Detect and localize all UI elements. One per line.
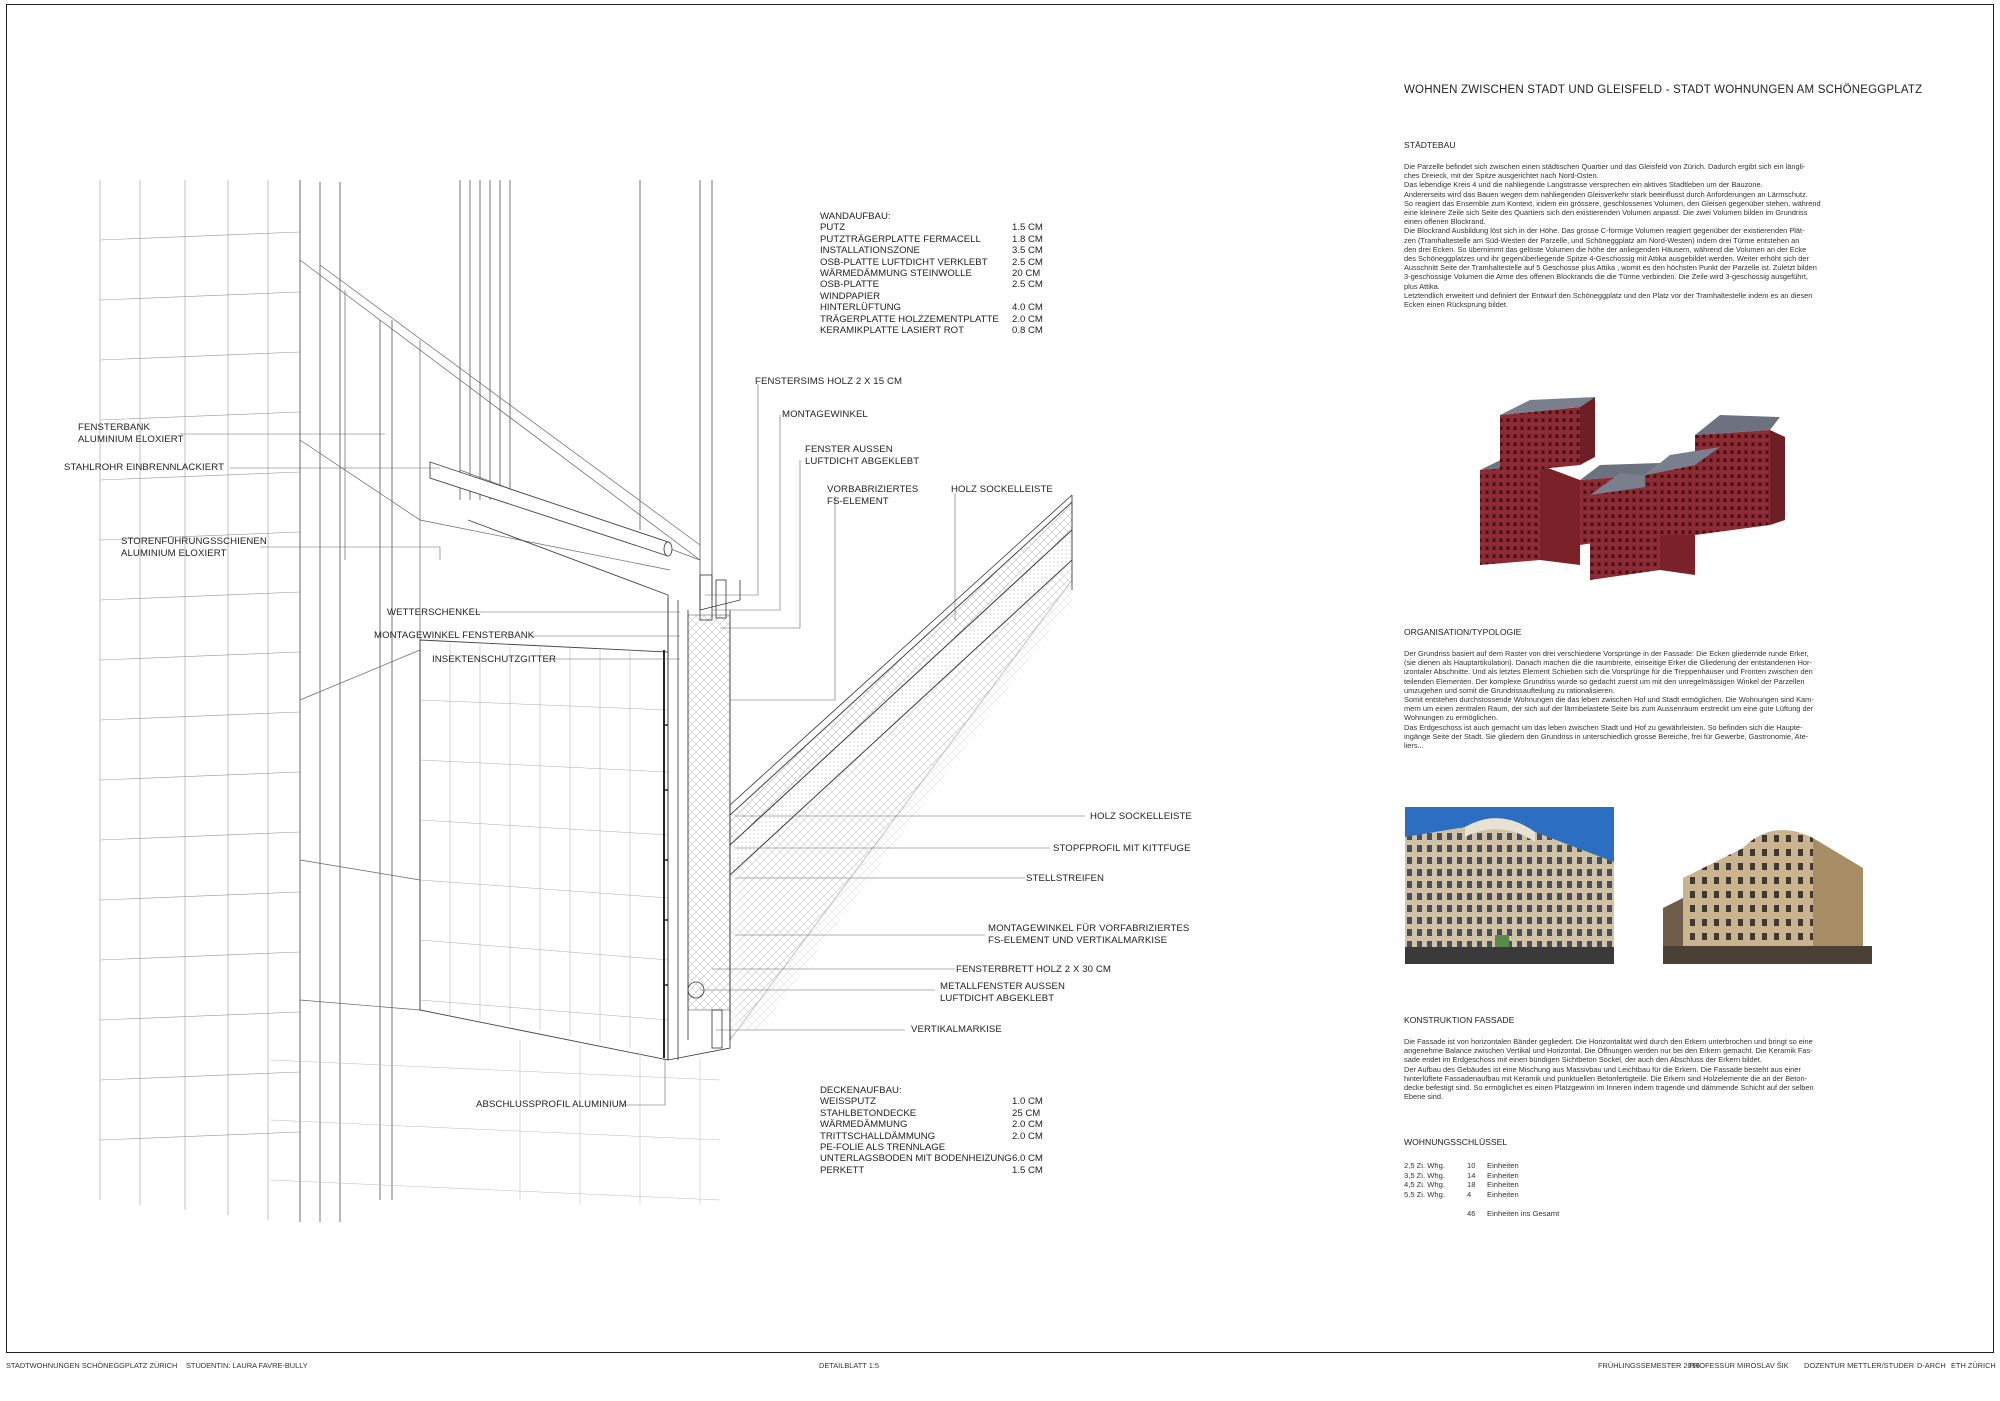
label-insektenschutzgitter: INSEKTENSCHUTZGITTER <box>432 654 557 665</box>
spec-row: STAHLBETONDECKE 25 CM <box>820 1107 1041 1119</box>
konstruktion-text: Die Fassade ist von horizontalen Bänder gegliedert. Die Horizontalität wird durch den Erkern unterbrochen und bringt so eine angenehme Balance zwischen Vertikal und Horizontal. Die Öffnungen werden nur bei den Erkern gemacht. Die Keramik Fas- sade endet im Erdgeschoss mit einen bündigen Sichtbeton Sockel, der auch den Abschluss der Erkern bildet. Der Aufbau des Gebäudes ist eine Mischung aus Massivbau und Leichtbau für die Erkern. Die Fassade besteht aus einer hinterlüftete Fassadenaufbau mit Keramik und punktuellen Betonfertigteile. Die Erkern sind Holzelemente die an der Beton- decke befestigt sind. So ermöglichet es einen Platzgewinn im Inneren indem tragende und dämmende Schicht auf der selben Ebene sind. <box>1404 1037 1814 1102</box>
footer-project: STADTWOHNUNGEN SCHÖNEGGPLATZ ZÜRICH <box>6 1361 178 1370</box>
spec-row: WÄRMEDÄMMUNG STEINWOLLE 20 CM <box>820 268 1041 280</box>
wandaufbau-spec <box>820 211 1072 336</box>
units-total-row: 46 Einheiten ins Gesamt <box>1467 1208 1560 1218</box>
facade-grid <box>100 180 300 1222</box>
spec-row: PERKETT 1.5 CM <box>820 1164 1043 1176</box>
units-row: 2,5 Zi. Whg. 10 Einheiten <box>1404 1161 1519 1170</box>
label-wetterschenkel: WETTERSCHENKEL <box>387 607 481 618</box>
footer-darch: D-ARCH <box>1917 1361 1946 1370</box>
konstruktion-section <box>1404 1015 1874 1101</box>
label-fenster-aussen: FENSTER AUSSEN LUFTDICHT ABGEKLEBT <box>805 444 920 467</box>
spec-row: OSB-PLATTE 2.5 CM <box>820 279 1043 291</box>
units-row: 5,5 Zi. Whg. 4 Einheiten <box>1404 1190 1519 1200</box>
label-montagewinkel: MONTAGEWINKEL <box>782 409 868 420</box>
units-row: 3,5 Zi. Whg. 14 Einheiten <box>1404 1170 1519 1180</box>
lower-grid <box>270 1040 720 1205</box>
label-stahlrohr: STAHLROHR EINBRENNLACKIERT <box>64 462 225 473</box>
vertical-posts <box>300 180 712 1222</box>
footer-eth: ETH ZÜRICH <box>1951 1361 1996 1370</box>
label-fensterbrett: FENSTERBRETT HOLZ 2 X 30 CM <box>956 964 1111 975</box>
wandaufbau-title: WANDAUFBAU: <box>820 211 891 222</box>
label-montagewinkel-fensterbank: MONTAGEWINKEL FENSTERBANK <box>374 630 535 641</box>
footer-dozentur: DOZENTUR METTLER/STUDER <box>1804 1361 1915 1370</box>
units-row: 4,5 Zi. Whg. 18 Einheiten <box>1404 1180 1519 1190</box>
organisation-text: Der Grundriss basiert auf dem Raster von drei verschiedene Vorsprünge in der Fassade: Die Ecken gliedernde runde Erker, (sie dienen als Hauptartikulation). Danach machen die die raumbreite, einseitige Erker die Gliederung der entstandenen Hor- izontaler Abschnitte. Und als letztes Element Schieben sich die Vorsprünge für die Treppenhäuser und Fronten zwischen den teilenden Elementen. Der komplexe Grundriss wurde so gedacht zuerst um mit den unregelmässigen Winkel der Parzellen umzugehen und somit die Grundrissaufteilung zu rationalisieren. Somit entstehen durchstossende Wohnungen die das leben zwischen Hof und Stadt ermöglichen. Die Wohnungen sind Kam- mern um einen zentralen Raum, der sich auf der lärmbelastete Seite bis zum Aussenraum erstreckt um eine gute Lüftung der Wohnungen zu ermöglichen. Das Erdgeschoss ist auch gemacht um das leben zwischen Stadt und Hof zu gewährleisten. So befinden sich die Haupte- ingänge Seite der Stadt. Sie gliedern den Grundriss in unterschiedlich grosse Bereiche, frei für Gewerbe, Gastronomie, Ate- liers... <box>1404 649 1814 751</box>
footer-student: STUDENTIN: LAURA FAVRE-BULLY <box>186 1361 308 1370</box>
spec-row: HINTERLÜFTUNG 4.0 CM <box>820 302 1043 314</box>
reference-photo-2 <box>1663 818 1872 964</box>
label-fenstersims: FENSTERSIMS HOLZ 2 X 15 CM <box>755 376 903 387</box>
staedtebau-heading: STÄDTEBAU <box>1404 140 1456 150</box>
spec-row: PUTZ 1.5 CM <box>820 222 1043 234</box>
label-montagewinkel-vorfab: MONTAGEWINKEL FÜR VORFABRIZIERTES FS-ELEMENT UND VERTIKALMARKISE <box>988 923 1190 946</box>
spec-row: TRITTSCHALLDÄMMUNG 2.0 CM <box>820 1130 1043 1142</box>
label-fensterbank: FENSTERBANK ALUMINIUM ELOXIERT <box>78 422 184 445</box>
page-title: WOHNEN ZWISCHEN STADT UND GLEISFELD - STADT WOHNUNGEN AM SCHÖNEGGPLATZ <box>1404 84 1923 96</box>
label-vertikalmarkise: VERTIKALMARKISE <box>911 1024 1002 1035</box>
text-column <box>1404 84 1923 310</box>
wohnungsschluessel-heading: WOHNUNGSSCHLÜSSEL <box>1404 1137 1508 1147</box>
label-storenfuehrung: STORENFÜHRUNGSSCHIENEN ALUMINIUM ELOXIERT <box>121 536 267 559</box>
footer-sheet: DETAILBLATT 1:5 <box>819 1361 879 1370</box>
spec-row: PE-FOLIE ALS TRENNLAGE <box>820 1142 946 1154</box>
label-stellstreifen: STELLSTREIFEN <box>1026 873 1105 884</box>
units-table <box>1404 1161 1874 1219</box>
window-box <box>420 520 668 1060</box>
model-axonometric <box>1470 385 1790 585</box>
spec-row: WÄRMEDÄMMUNG 2.0 CM <box>820 1119 1043 1131</box>
konstruktion-heading: KONSTRUKTION FASSADE <box>1404 1015 1515 1025</box>
spec-row: PUTZTRÄGERPLATTE FERMACELL 1.8 CM <box>820 233 1043 245</box>
label-abschlussprofil: ABSCHLUSSPROFIL ALUMINIUM <box>476 1099 627 1110</box>
spec-row: INSTALLATIONSZONE 3.5 CM <box>820 245 1043 257</box>
organisation-heading: ORGANISATION/TYPOLOGIE <box>1404 627 1522 637</box>
spec-row: OSB-PLATTE LUFTDICHT VERKLEBT 2.5 CM <box>820 256 1043 268</box>
organisation-section <box>1404 627 1874 750</box>
label-stopfprofil: STOPFPROFIL MIT KITTFUGE <box>1053 843 1191 854</box>
spec-row: WINDPAPIER <box>820 290 881 302</box>
staedtebau-text: Die Parzelle befindet sich zwischen einen städtischen Quartier und das Gleisfeld von Zürich. Dadurch ergibt sich ein längli- ches Dreieck, mit der Spitze ausgerichtet nach Nord-Osten. Das lebendige Kreis 4 und die nahliegende Langstrasse versprechen ein aktives Stadtleben um der Bauzone. Andererseits wird das Bauen wegen dem nahliegenden Gleisverkehr stark beeinflusst durch Anforderungen an Lärmschutz. So reagiert das Ensemble zum Kontext, indem ein grössere, geschlossenes Volumen, den Gleisen gegenüber stehen, während eine kleinere Zeile sich Seite des Quartiers sich den existierenden Volumen anpasst. Die zwei Volumen bilden im Grundriss einen offenen Blockrand. Die Blockrand Ausbildung löst sich in der Höhe. Das grosse C-formige Volumen reagiert gegenüber der existierenden Plät- zen (Tramhaltestelle am Süd-Westen der Parzelle, und Schöneggplatz am Nord-Westen) indem drei Türme entstehen an den drei Ecken. So übernimmt das gelöste Volumen die höhe der anliegenden Häusern, während die Volumen an der Ecke des Schöneggplatzes und ihr gegenüberliegende Spitze 4-Geschossig mit Attika ausgebildet werden. Weiter erhöht sich der Ausschnitt Seite der Tramhaltestelle auf 5 Geschosse plus Attika , womit es den höchsten Punkt der Parzelle ist. Zuletzt bilden 3-geschossige Volumen die Arme des offenen Blockrands die die Türme verbinden. Die Zeile wird 3-geschossig ausgeführt, plus Attika. Letztendlich erweitert und definiert der Entwurf den Schöneggplatz und den Platz vor der Tramhaltestelle indem es an diesen Ecken einen Rücksprung bildet. <box>1404 162 1821 310</box>
steel-tube <box>430 462 672 556</box>
footer-semester: FRÜHLINGSSEMESTER 2016 <box>1598 1361 1700 1370</box>
spec-row: KERAMIKPLATTE LASIERT ROT 0.8 CM <box>820 325 1043 337</box>
label-holz-sockelleiste-top: HOLZ SOCKELLEISTE <box>951 484 1053 495</box>
spec-row: TRÄGERPLATTE HOLZZEMENTPLATTE 2.0 CM <box>820 313 1043 325</box>
window-grid <box>420 643 668 1048</box>
label-vorfabriziertes: VORBABRIZIERTES FS-ELEMENT <box>827 484 919 507</box>
reference-photo-1 <box>1405 807 1614 964</box>
footer-professor: PROFESSUR MIROSLAV ŠIK <box>1689 1361 1789 1370</box>
label-metallfenster: METALLFENSTER AUSSEN LUFTDICHT ABGEKLEBT <box>940 981 1065 1004</box>
deckenaufbau-spec <box>820 1085 1072 1176</box>
deckenaufbau-title: DECKENAUFBAU: <box>820 1085 902 1096</box>
wohnungsschluessel-section <box>1404 1137 1874 1219</box>
label-holz-sockelleiste: HOLZ SOCKELLEISTE <box>1090 811 1192 822</box>
spec-row: WEISSPUTZ 1.0 CM <box>820 1096 1043 1108</box>
spec-row: UNTERLAGSBODEN MIT BODENHEIZUNG 6.0 CM <box>820 1153 1043 1165</box>
